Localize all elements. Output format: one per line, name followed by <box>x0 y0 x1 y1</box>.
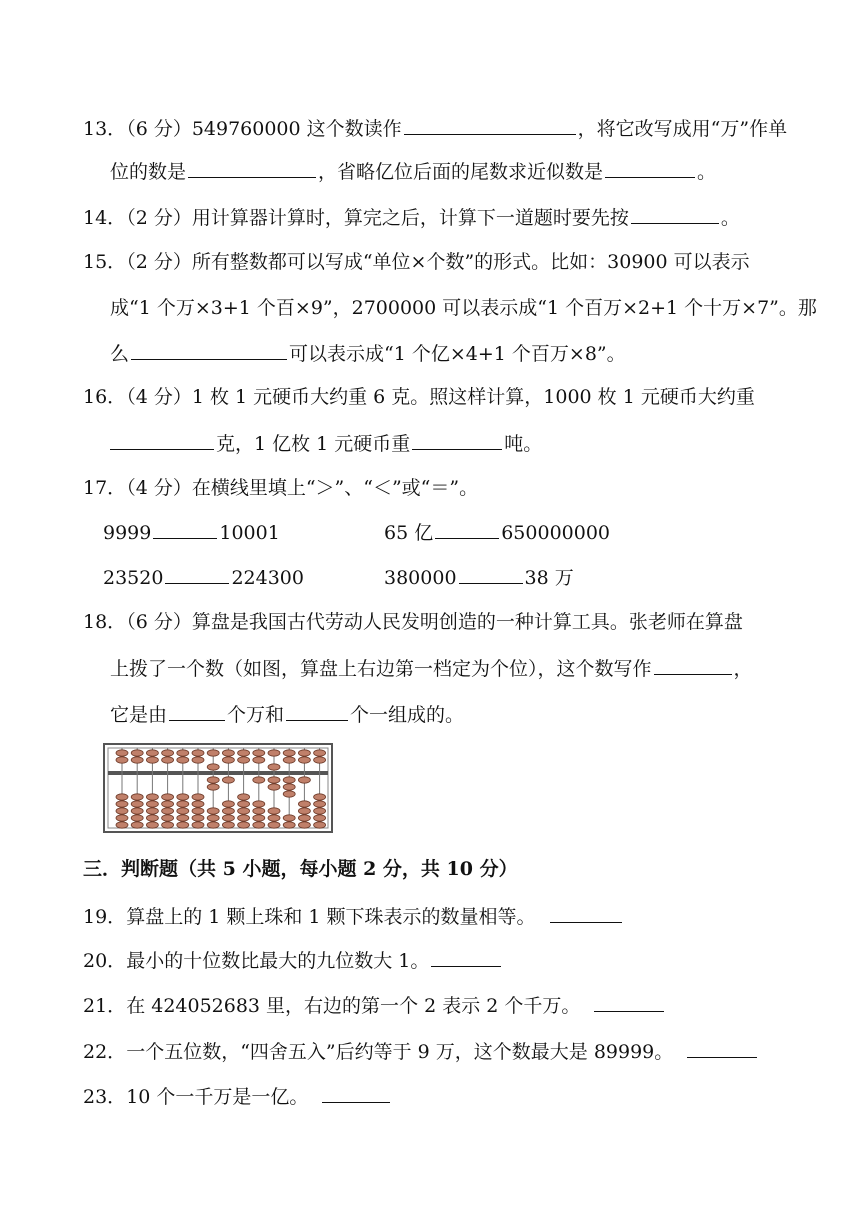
q13-line1 <box>83 116 787 141</box>
abacus-lower-bead <box>131 794 143 800</box>
abacus-lower-bead <box>268 808 280 814</box>
abacus-lower-bead <box>238 808 250 814</box>
abacus-lower-bead <box>314 815 326 821</box>
abacus-lower-bead <box>314 808 326 814</box>
abacus-upper-bead <box>222 757 234 763</box>
q17-compare-1 <box>103 520 280 545</box>
q18-text-2a: 上拨了一个数（如图，算盘上右边第一档定为个位），这个数写作 <box>110 658 652 680</box>
abacus-lower-bead <box>207 815 219 821</box>
abacus-upper-bead <box>146 757 158 763</box>
abacus-lower-bead <box>177 808 189 814</box>
abacus-upper-bead <box>222 750 234 756</box>
q13-blank-2[interactable] <box>188 159 316 178</box>
q18-text-3b: 个万和 <box>227 704 285 726</box>
abacus-lower-bead <box>253 808 265 814</box>
abacus-lower-bead <box>192 794 204 800</box>
q22-blank[interactable] <box>687 1039 757 1058</box>
abacus-lower-bead <box>177 794 189 800</box>
q16-text-1: （4 分）1 枚 1 元硬币大约重 6 克。照这样计算，1000 枚 1 元硬币大约重 <box>126 386 755 408</box>
q17-compare-3-left: 23520 <box>103 567 164 589</box>
q15-blank[interactable] <box>131 341 287 360</box>
q17-compare-1-right: 10001 <box>219 522 280 544</box>
abacus-lower-bead <box>222 777 234 783</box>
q13-blank-3[interactable] <box>605 159 695 178</box>
abacus-upper-bead <box>298 750 310 756</box>
abacus-lower-bead <box>116 815 128 821</box>
q17-compare-3-right: 224300 <box>231 567 304 589</box>
q15-text-1: （2 分）所有整数都可以写成“单位×个数”的形式。比如：30900 可以表示 <box>126 251 750 273</box>
abacus-lower-bead <box>207 777 219 783</box>
abacus-lower-bead <box>192 822 204 828</box>
q23-line <box>83 1084 392 1109</box>
abacus-lower-bead <box>298 822 310 828</box>
q18-blank-2[interactable] <box>169 702 225 721</box>
q15-text-2: 成“1 个万×3+1 个百×9”，2700000 可以表示成“1 个百万×2+1 个十万×7”。那 <box>110 297 817 319</box>
abacus-lower-bead <box>162 794 174 800</box>
q19-line <box>83 904 624 929</box>
abacus-lower-bead <box>177 822 189 828</box>
q13-line2 <box>110 159 716 184</box>
abacus-lower-bead <box>253 815 265 821</box>
abacus-lower-bead <box>192 808 204 814</box>
abacus-lower-bead <box>192 815 204 821</box>
q17-number: 17． <box>83 477 127 499</box>
q15-line2 <box>110 296 817 320</box>
section-3-heading: 三．判断题（共 5 小题，每小题 2 分，共 10 分） <box>83 858 518 880</box>
q19-number: 19． <box>83 906 127 928</box>
abacus-lower-bead <box>238 815 250 821</box>
abacus-lower-bead <box>146 808 158 814</box>
abacus-lower-bead <box>314 822 326 828</box>
abacus-lower-bead <box>283 822 295 828</box>
abacus-lower-bead <box>146 822 158 828</box>
q13-end: 。 <box>697 161 717 183</box>
q18-text-3a: 它是由 <box>110 704 168 726</box>
abacus-upper-bead <box>116 750 128 756</box>
q17-blank-1[interactable] <box>153 520 217 539</box>
q16-line2 <box>108 431 542 456</box>
abacus-lower-bead <box>146 794 158 800</box>
abacus-upper-bead <box>177 757 189 763</box>
q17-compare-4-right: 38 万 <box>524 567 574 589</box>
q14-line <box>83 205 740 230</box>
q13-blank-1[interactable] <box>404 116 576 135</box>
q13-text-mid: ，将它改写成用“万”作单 <box>577 118 788 140</box>
q18-blank-1[interactable] <box>654 656 732 675</box>
q19-text: 算盘上的 1 颗上珠和 1 颗下珠表示的数量相等。 <box>126 906 536 928</box>
q15-number: 15． <box>83 251 127 273</box>
q16-line1 <box>83 385 755 409</box>
abacus-upper-bead <box>253 757 265 763</box>
abacus-lower-bead <box>177 801 189 807</box>
abacus-lower-bead <box>162 815 174 821</box>
q20-line <box>83 948 503 973</box>
q18-text-2b: ， <box>733 658 753 680</box>
abacus-lower-bead <box>116 808 128 814</box>
abacus-upper-bead <box>146 750 158 756</box>
abacus-upper-bead <box>162 750 174 756</box>
abacus-upper-bead <box>131 750 143 756</box>
q20-number: 20． <box>83 950 127 972</box>
abacus-lower-bead <box>162 808 174 814</box>
abacus-lower-bead <box>162 822 174 828</box>
q23-number: 23． <box>83 1086 127 1108</box>
q17-compare-3 <box>103 565 304 590</box>
q22-line <box>83 1039 759 1064</box>
q19-blank[interactable] <box>550 904 622 923</box>
q20-text: 最小的十位数比最大的九位数大 1。 <box>126 950 430 972</box>
abacus-lower-bead <box>131 801 143 807</box>
abacus-lower-bead <box>298 815 310 821</box>
q17-compare-2-right: 650000000 <box>501 522 611 544</box>
q21-line <box>83 993 666 1018</box>
q15-text-3b: 可以表示成“1 个亿×4+1 个百万×8”。 <box>289 343 626 365</box>
abacus-lower-bead <box>162 801 174 807</box>
q18-text-3c: 个一组成的。 <box>350 704 465 726</box>
abacus-lower-bead <box>146 801 158 807</box>
abacus-upper-bead <box>253 750 265 756</box>
q21-number: 21． <box>83 995 127 1017</box>
q17-compare-4 <box>384 565 574 590</box>
abacus-upper-bead <box>207 750 219 756</box>
q14-blank[interactable] <box>631 205 719 224</box>
abacus-lower-bead <box>116 822 128 828</box>
q20-blank[interactable] <box>431 948 501 967</box>
q14-number: 14． <box>83 207 127 229</box>
abacus-upper-bead <box>314 750 326 756</box>
q17-blank-3[interactable] <box>165 565 229 584</box>
abacus-lower-bead <box>177 815 189 821</box>
q17-blank-4[interactable] <box>459 565 523 584</box>
abacus-lower-bead <box>131 808 143 814</box>
q21-blank[interactable] <box>594 993 664 1012</box>
q17-compare-1-left: 9999 <box>103 522 152 544</box>
q13-text: （6 分）549760000 这个数读作 <box>126 118 402 140</box>
q15-line3 <box>110 341 626 366</box>
abacus-lower-bead <box>222 801 234 807</box>
q21-text: 在 424052683 里，右边的第一个 2 表示 2 个千万。 <box>126 995 581 1017</box>
abacus-upper-bead <box>238 750 250 756</box>
q13-text-2b: ，省略亿位后面的尾数求近似数是 <box>318 161 604 183</box>
abacus-upper-bead <box>192 757 204 763</box>
q17-text: （4 分）在横线里填上“＞”、“＜”或“＝”。 <box>126 477 479 499</box>
q23-blank[interactable] <box>322 1084 390 1103</box>
abacus-upper-bead <box>283 757 295 763</box>
abacus-beam <box>108 771 328 775</box>
q13-text-2a: 位的数是 <box>110 161 187 183</box>
q18-text-1: （6 分）算盘是我国古代劳动人民发明创造的一种计算工具。张老师在算盘 <box>126 611 743 633</box>
abacus-figure <box>103 743 333 833</box>
abacus-lower-bead <box>283 791 295 797</box>
abacus-upper-bead <box>268 750 280 756</box>
abacus-lower-bead <box>268 815 280 821</box>
abacus-upper-bead <box>238 757 250 763</box>
abacus-lower-bead <box>222 822 234 828</box>
q16-text-2a: 克，1 亿枚 1 元硬币重 <box>216 433 411 455</box>
abacus-lower-bead <box>131 822 143 828</box>
abacus-lower-bead <box>253 801 265 807</box>
q16-number: 16． <box>83 386 127 408</box>
abacus-upper-bead <box>207 764 219 770</box>
abacus-upper-bead <box>298 757 310 763</box>
abacus-upper-bead <box>314 757 326 763</box>
q22-number: 22． <box>83 1041 127 1063</box>
q14-text: （2 分）用计算器计算时，算完之后，计算下一道题时要先按 <box>126 207 629 229</box>
abacus-lower-bead <box>222 808 234 814</box>
abacus-lower-bead <box>116 794 128 800</box>
abacus-lower-bead <box>116 801 128 807</box>
q18-line2 <box>110 656 753 681</box>
q17-compare-2-left: 65 亿 <box>384 522 434 544</box>
abacus-lower-bead <box>192 801 204 807</box>
abacus-lower-bead <box>222 815 234 821</box>
abacus-lower-bead <box>131 815 143 821</box>
abacus-lower-bead <box>283 777 295 783</box>
q23-text: 10 个一千万是一亿。 <box>126 1086 309 1108</box>
abacus-lower-bead <box>253 777 265 783</box>
abacus-lower-bead <box>298 801 310 807</box>
abacus-lower-bead <box>268 822 280 828</box>
abacus-lower-bead <box>268 784 280 790</box>
q22-text: 一个五位数，“四舍五入”后约等于 9 万，这个数最大是 89999。 <box>126 1041 674 1063</box>
abacus-upper-bead <box>116 757 128 763</box>
abacus-lower-bead <box>298 808 310 814</box>
abacus-lower-bead <box>207 784 219 790</box>
abacus-lower-bead <box>268 777 280 783</box>
q18-line1 <box>83 610 743 634</box>
q15-line1 <box>83 250 750 274</box>
abacus-lower-bead <box>283 815 295 821</box>
abacus-lower-bead <box>238 822 250 828</box>
q17-compare-2 <box>384 520 610 545</box>
abacus-lower-bead <box>207 822 219 828</box>
abacus-upper-bead <box>177 750 189 756</box>
abacus-lower-bead <box>238 794 250 800</box>
q13-number: 13． <box>83 118 127 140</box>
abacus-upper-bead <box>131 757 143 763</box>
abacus-lower-bead <box>314 794 326 800</box>
q18-number: 18． <box>83 611 127 633</box>
abacus-lower-bead <box>238 801 250 807</box>
q18-blank-3[interactable] <box>286 702 348 721</box>
q16-blank-1[interactable] <box>110 431 214 450</box>
abacus-lower-bead <box>298 777 310 783</box>
abacus-lower-bead <box>207 808 219 814</box>
q17-blank-2[interactable] <box>435 520 499 539</box>
q17-line <box>83 476 478 500</box>
q18-line3 <box>110 702 464 727</box>
abacus-lower-bead <box>146 815 158 821</box>
abacus-upper-bead <box>192 750 204 756</box>
abacus-lower-bead <box>283 784 295 790</box>
abacus-upper-bead <box>162 757 174 763</box>
q16-text-2b: 吨。 <box>504 433 543 455</box>
abacus-upper-bead <box>268 764 280 770</box>
q14-end: 。 <box>720 207 740 229</box>
abacus-lower-bead <box>314 801 326 807</box>
abacus-upper-bead <box>283 750 295 756</box>
q16-blank-2[interactable] <box>412 431 502 450</box>
q17-compare-4-left: 380000 <box>384 567 457 589</box>
q15-text-3a: 么 <box>110 343 130 365</box>
abacus-lower-bead <box>253 822 265 828</box>
